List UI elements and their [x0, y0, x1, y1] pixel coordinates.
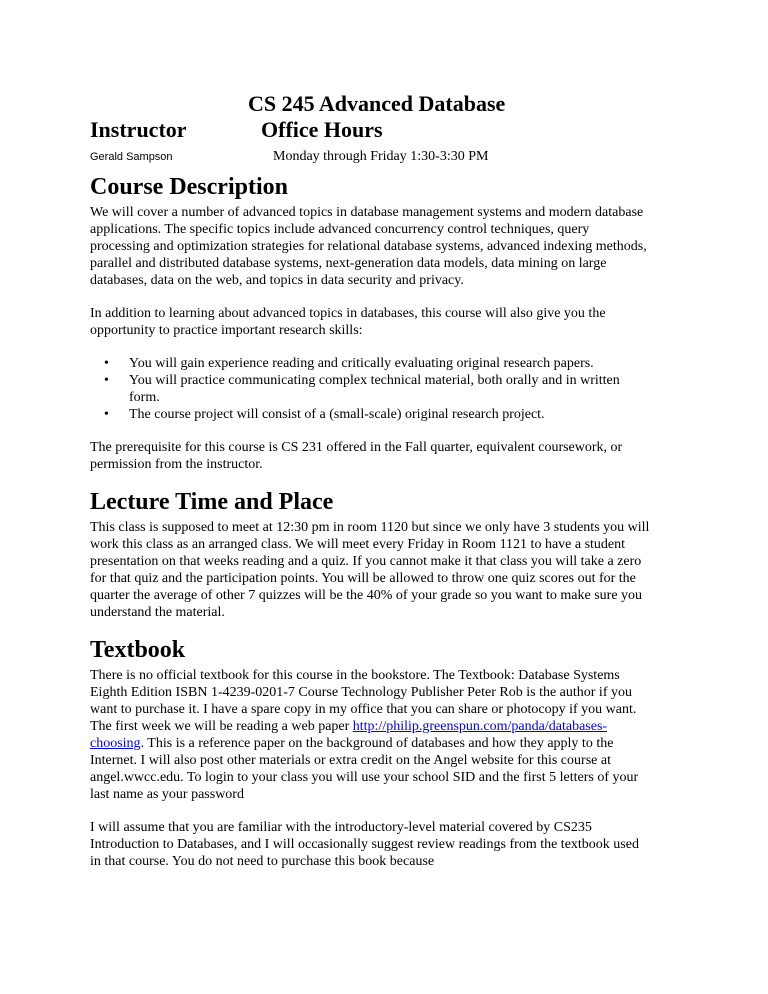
web-paper-link[interactable]: http://philip.greenspun.com/panda/databases-choosing: [90, 719, 608, 751]
instructor-name: Gerald Sampson: [90, 151, 173, 163]
course-description-section: [90, 174, 650, 473]
lecture-section: [90, 489, 650, 621]
list-item: • You will gain experience reading and critically evaluating original research papers.: [129, 355, 650, 372]
textbook-text-after-link: . This is a reference paper on the background of databases and how they apply to the Internet. I will also post other materials or extra credit on the Angel website for this course at angel.wwcc.edu. To login to your class you will use your school SID and the first 5 letters of your last name as your password: [90, 736, 639, 802]
textbook-text-before-link: There is no official textbook for this course in the bookstore. The Textbook: Database Systems Eighth Edition ISBN 1-4239-0201-7 Course Technology Publisher Peter Rob is the author if you want to purchase it. I have a spare copy in my office that you can share or photocopy if you want. The first week we will be reading a web paper: [90, 668, 637, 734]
list-item: • The course project will consist of a (small-scale) original research project.: [129, 406, 650, 423]
list-item: • You will practice communicating complex technical material, both orally and in written form.: [129, 372, 650, 406]
course-description-paragraph: We will cover a number of advanced topics in database management systems and modern database applications. The specific topics include advanced concurrency control techniques, query processing and optimization strategies for relational database systems, advanced indexing methods, parallel and distributed database systems, next-generation data models, data mining on large databases, data on the web, and topics in data security and privacy.: [90, 205, 647, 288]
lecture-heading: Lecture Time and Place: [90, 489, 334, 515]
prerequisite-paragraph: The prerequisite for this course is CS 231 offered in the Fall quarter, equivalent coursework, or permission from the instructor.: [90, 440, 623, 472]
lecture-paragraph: This class is supposed to meet at 12:30 pm in room 1120 but since we only have 3 students you will work this class as an arranged class. We will meet every Friday in Room 1121 to have a student presentation on that weeks reading and a quiz. If you cannot make it that class you will take a zero for that quiz and the participation points. You will be allowed to throw one quiz scores out for the quarter the average of other 7 quizzes will be the 40% of your grade so you want to make sure you understand the material.: [90, 520, 650, 620]
research-skills-intro: In addition to learning about advanced topics in databases, this course will also give you the opportunity to practice important research skills:: [90, 306, 606, 338]
textbook-section: [90, 637, 650, 870]
header-block: [90, 92, 690, 162]
course-title: CS 245 Advanced Database: [248, 91, 506, 116]
office-hours-time: Monday through Friday 1:30-3:30 PM: [273, 149, 489, 164]
research-skills-list: [90, 355, 650, 423]
textbook-heading: Textbook: [90, 637, 186, 663]
textbook-paragraph: [90, 667, 650, 803]
course-description-heading: Course Description: [90, 174, 288, 200]
office-hours-heading: Office Hours: [261, 117, 383, 142]
document-body: [90, 174, 650, 886]
assumed-knowledge-paragraph: I will assume that you are familiar with the introductory-level material covered by CS235 Introduction to Databases, and I will occasionally suggest review readings from the textbook used in that course. You do not need to purchase this book because: [90, 820, 639, 869]
instructor-heading: Instructor: [90, 117, 187, 142]
